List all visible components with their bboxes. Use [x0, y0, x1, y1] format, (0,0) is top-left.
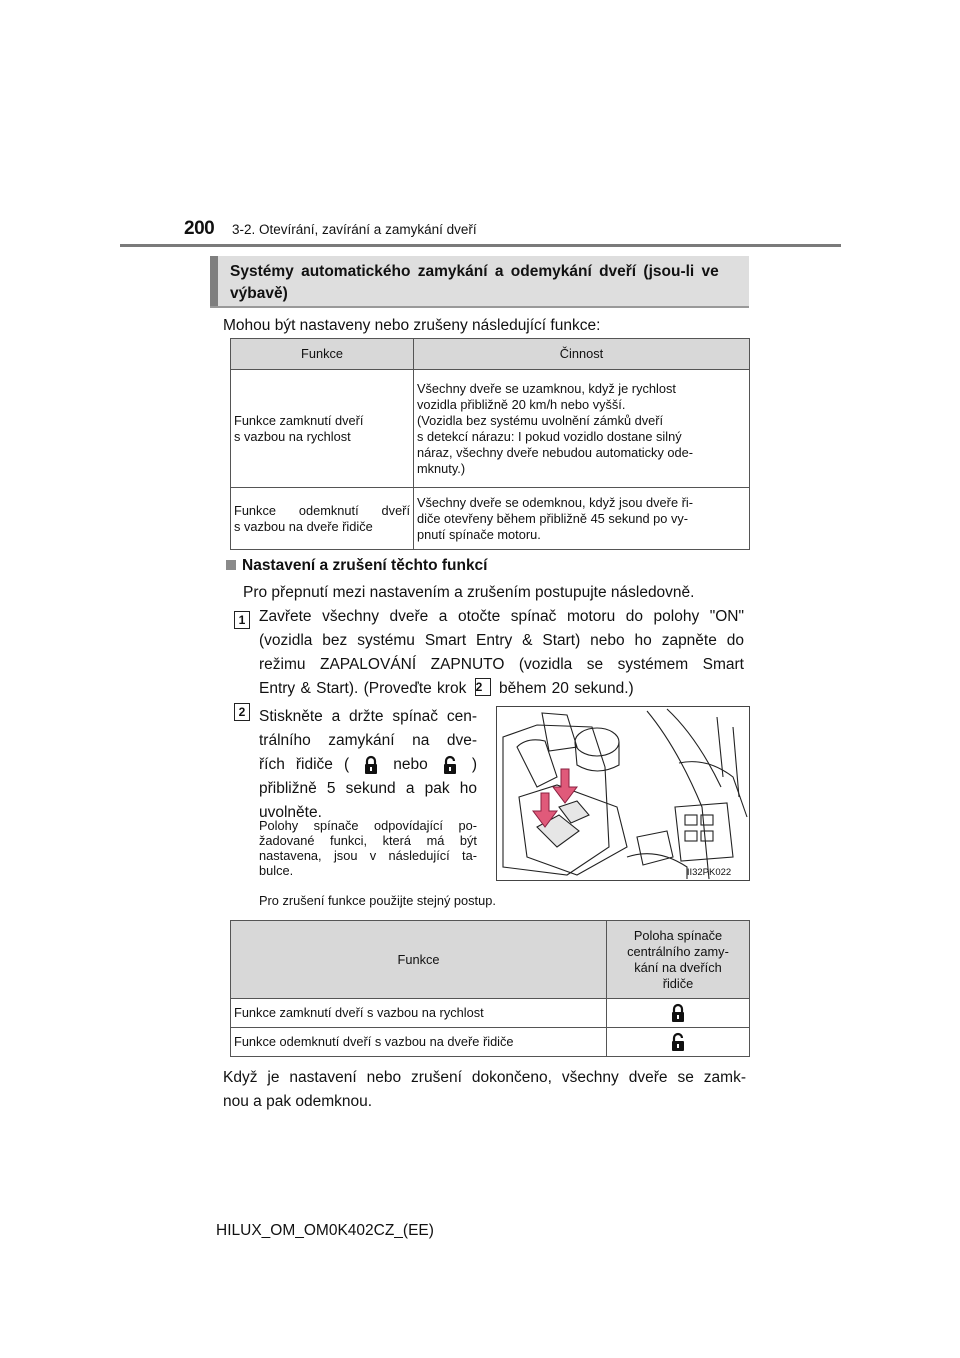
table-header-function: Funkce	[231, 339, 414, 370]
step-number-1: 1	[234, 611, 250, 629]
header-line: kání na dveřích	[634, 959, 722, 975]
header-line: centrálního zamy-	[627, 943, 729, 959]
cell-line: s vazbou na rychlost	[234, 428, 351, 444]
cell-line: Funkce zamknutí dveří	[234, 412, 364, 428]
lock-closed-icon	[360, 754, 382, 776]
page-number: 200	[184, 218, 215, 239]
step-number-2: 2	[234, 703, 250, 721]
step1-last-post: během 20 sekund.)	[498, 680, 634, 697]
step1-line: režimu ZAPALOVÁNÍ ZAPNUTO (vozidla se systémem Smart	[259, 656, 744, 673]
table-header-action: Činnost	[414, 339, 750, 370]
note-line: žadované funkci, která má být	[259, 833, 477, 848]
step1-line: Zavřete všechny dveře a otočte spínač motoru do polohy "ON"	[259, 608, 744, 625]
step1-text	[259, 605, 744, 701]
table-row	[231, 999, 750, 1028]
cell-line: náraz, všechny dveře nebudou automaticky ode-	[417, 444, 694, 460]
lock-closed-icon	[667, 1002, 689, 1024]
step2-line: uvolněte.	[259, 804, 322, 821]
subsection-heading	[226, 557, 488, 575]
note-line: nastavena, jsou v následující ta-	[259, 848, 477, 863]
cell-line: vozidla přibližně 20 km/h nebo vyšší.	[417, 396, 626, 412]
subsection-title: Nastavení a zrušení těchto funkcí	[242, 557, 488, 574]
table-header-row	[231, 339, 750, 370]
step2-line: přibližně 5 sekund a pak ho	[259, 780, 477, 797]
step1-last-pre: Entry & Start). (Proveďte krok	[259, 680, 467, 697]
functions-table	[230, 338, 750, 550]
cell-line: (Vozidla bez systému uvolnění zámků dveří	[417, 412, 664, 428]
closing-line: Když je nastavení nebo zrušení dokončeno, všechny dveře se zamk-	[223, 1069, 746, 1086]
subsection-intro: Pro přepnutí mezi nastavením a zrušením postupujte následovně.	[243, 584, 695, 601]
table-row	[231, 488, 750, 550]
table-header-row	[231, 921, 750, 999]
step2-note-cancel: Pro zrušení funkce použijte stejný postup.	[259, 893, 496, 908]
table-header-function: Funkce	[231, 921, 607, 999]
step2-line3-mid: nebo	[393, 756, 428, 773]
heading-rule	[210, 306, 749, 308]
table-cell-action	[414, 370, 750, 488]
table-cell-position	[607, 1028, 750, 1057]
cell-line: Všechny dveře se odemknou, když jsou dveře ři-	[417, 494, 693, 510]
header-line: Poloha spínače	[633, 927, 723, 943]
section-heading-line1: Systémy automatického zamykání a odemykání dveří (jsou-li ve	[230, 263, 719, 280]
step2-line	[259, 753, 477, 777]
section-heading	[230, 261, 739, 305]
cell-line: pnutí spínače motoru.	[417, 526, 541, 542]
table-cell-action	[414, 488, 750, 550]
section-heading-line2: výbavě)	[230, 285, 288, 302]
cell-line: Funkce odemknutí dveří	[234, 502, 410, 518]
footer-doc-id: HILUX_OM_OM0K402CZ_(EE)	[216, 1222, 434, 1239]
step2-text	[259, 705, 477, 825]
table-row	[231, 370, 750, 488]
cell-line: diče otevřeny během přibližně 45 sekund po vy-	[417, 510, 689, 526]
step2-note	[259, 818, 477, 878]
table-cell-function	[231, 488, 414, 550]
header-rule	[120, 244, 841, 247]
cell-line: mknuty.)	[417, 460, 466, 476]
cell-line: Všechny dveře se uzamknou, když je rychlost	[417, 380, 676, 396]
cell-line: s vazbou na dveře řidiče	[234, 518, 373, 534]
closing-text	[223, 1066, 746, 1114]
section-title: 3-2. Otevírání, zavírání a zamykání dveří	[232, 222, 477, 237]
lock-open-icon	[439, 754, 461, 776]
note-line: bulce.	[259, 863, 294, 878]
step2-line3-pre: řích řidiče (	[259, 756, 350, 773]
table-row	[231, 1028, 750, 1057]
note-line: Polohy spínače odpovídající po-	[259, 818, 477, 833]
lock-open-icon	[667, 1031, 689, 1053]
step2-line3-post: )	[471, 756, 477, 773]
header-line: řidiče	[662, 975, 694, 991]
section-heading-box	[210, 256, 749, 306]
door-lock-switch-illustration	[496, 706, 750, 881]
table-cell-function	[231, 370, 414, 488]
intro-text: Mohou být nastaveny nebo zrušeny následující funkce:	[223, 317, 601, 334]
table-header-position	[607, 921, 750, 999]
step1-line: (vozidla bez systému Smart Entry & Start) nebo ho zapněte do	[259, 632, 744, 649]
table-cell-function: Funkce odemknutí dveří s vazbou na dveře řidiče	[231, 1028, 607, 1057]
cell-line: s detekcí nárazu: I pokud vozidlo dostane silný	[417, 428, 682, 444]
image-code: II32PK022	[686, 867, 732, 878]
step2-line: trálního zamykání na dve-	[259, 732, 477, 749]
switch-position-table	[230, 920, 750, 1057]
bullet-square-icon	[226, 560, 236, 570]
closing-line: nou a pak odemknou.	[223, 1093, 373, 1110]
step1-line	[259, 677, 744, 701]
illustration-drawing	[497, 707, 749, 880]
step2-line: Stiskněte a držte spínač cen-	[259, 708, 477, 725]
table-cell-position	[607, 999, 750, 1028]
step-ref-2: 2	[475, 678, 491, 696]
table-cell-function: Funkce zamknutí dveří s vazbou na rychlost	[231, 999, 607, 1028]
